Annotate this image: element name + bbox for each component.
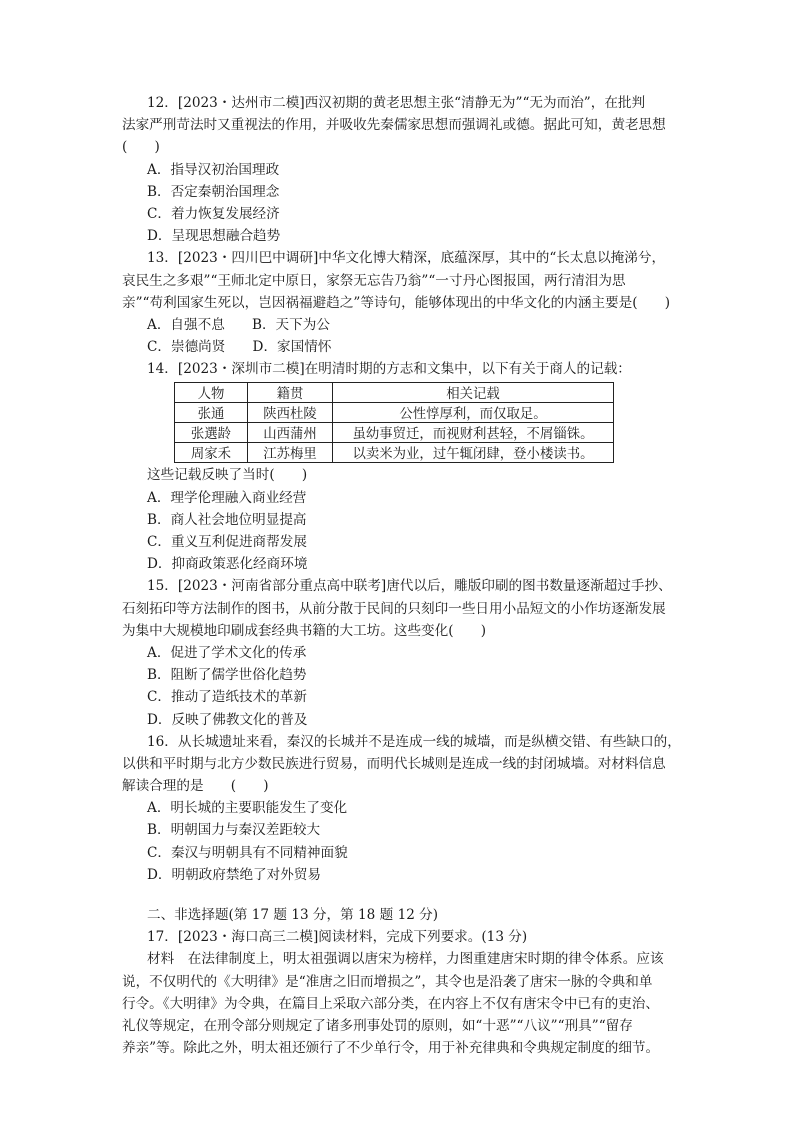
option-a: A．促进了学术文化的传承 (147, 644, 307, 661)
material-text: 行令。《大明律》为令典，在篇目上采取六部分类，在内容上不仅有唐宋令中已有的吏治、 (122, 995, 659, 1012)
answer-blank: ( ) (122, 139, 160, 156)
table-header: 籍贯 (248, 383, 333, 403)
option-cd: C．崇德尚贤 D．家国情怀 (147, 339, 332, 356)
table-cell: 张通 (175, 403, 248, 423)
question-stem: 12．[2023・达州市二模]西汉初期的黄老思想主张“清静无为”“无为而治”，在批判 (147, 95, 646, 111)
exam-page (122, 92, 682, 1059)
option-c: C．推动了造纸技术的革新 (147, 689, 307, 706)
question-stem: 解读合理的是 ( ) (122, 778, 269, 795)
option-b: B．商人社会地位明显提高 (147, 511, 307, 528)
option-d: D．呈现思想融合趋势 (147, 228, 281, 245)
option-a: A．理学伦理融入商业经营 (147, 489, 307, 506)
option-ab: A．自强不息 B．天下为公 (147, 316, 330, 333)
question-stem: 亲”“苟利国家生死以，岂因祸福避趋之”等诗句，能够体现出的中华文化的内涵主要是( ) (122, 294, 671, 311)
option-d: D．抑商政策恶化经商环境 (147, 556, 308, 573)
option-b: B．否定秦朝治国理念 (147, 183, 280, 200)
question-14 (122, 358, 682, 575)
question-12 (122, 92, 682, 247)
option-c: C．着力恢复发展经济 (147, 205, 280, 222)
table-cell: 虽幼事贸迁，而视财利甚轻，不屑锱铢。 (333, 423, 614, 443)
option-d: D．明朝政府禁绝了对外贸易 (147, 866, 322, 883)
question-16 (122, 731, 682, 886)
question-stem: 石刻拓印等方法制作的图书，从前分散于民间的只刻印一些日用小品短文的小作坊逐渐发展 (122, 600, 666, 617)
table-header: 人物 (175, 383, 248, 403)
table-cell: 江苏梅里 (248, 443, 333, 463)
material-text: 礼仪等规定，在刑令部分则规定了诸多刑事处罚的原则，如“十恶”“八议”“刑具”“留存 (122, 1017, 633, 1034)
option-d: D．反映了佛教文化的普及 (147, 711, 308, 728)
table-header: 相关记载 (333, 383, 614, 403)
merchant-records-table (174, 382, 614, 463)
option-a: A．明长城的主要职能发生了变化 (147, 800, 348, 817)
table-cell: 张選龄 (175, 423, 248, 443)
question-stem: 法家严刑苛法时又重视法的作用，并吸收先秦儒家思想而强调礼或德。据此可知，黄老思想 (122, 117, 666, 134)
spacer (122, 886, 682, 904)
question-stem: 17．[2023・海口高三二模]阅读材料，完成下列要求。(13 分) (147, 929, 528, 946)
question-17 (122, 926, 682, 1059)
option-c: C．秦汉与明朝具有不同精神面貌 (147, 844, 348, 861)
question-stem: 哀民生之多艰”“王师北定中原日，家祭无忘告乃翁”“一寸丹心图报国，两行清泪为思 (122, 272, 626, 289)
question-stem: 13．[2023・四川巴中调研]中华文化博大精深，底蕴深厚，其中的“长太息以掩涕兮， (147, 250, 666, 267)
question-stem: 以供和平时期与北方少数民族进行贸易，而明代长城则是连成一线的封闭城墙。对材料信息 (122, 755, 666, 772)
table-row (175, 443, 614, 463)
table-cell: 公性惇厚利，而仅取足。 (333, 403, 614, 423)
table-header-row (175, 383, 614, 403)
table-cell: 以卖米为业，过午辄闭肆，登小楼读书。 (333, 443, 614, 463)
table-cell: 周家禾 (175, 443, 248, 463)
question-stem: 14．[2023・深圳市二模]在明清时期的方志和文集中，以下有关于商人的记载： (147, 361, 631, 378)
question-stem: 为集中大规模地印刷成套经典书籍的大工坊。这些变化( ) (122, 622, 487, 639)
option-c: C．重义互利促进商帮发展 (147, 534, 307, 550)
table-cell: 陕西杜陵 (248, 403, 333, 423)
material-text: 养亲”等。除此之外，明太祖还颁行了不少单行令，用于补充律典和令典规定制度的细节。 (122, 1040, 660, 1057)
question-15 (122, 575, 682, 730)
question-stem: 15．[2023・河南省部分重点高中联考]唐代以后，雕版印刷的图书数量逐渐超过手抄、 (147, 578, 672, 595)
table-cell: 山西蒲州 (248, 423, 333, 443)
material-text: 材料 在法律制度上，明太祖强调以唐宋为榜样，力图重建唐宋时期的律令体系。应该 (147, 951, 664, 968)
table-row (175, 423, 614, 443)
question-stem: 16．从长城遗址来看，秦汉的长城并不是连成一线的城墙，而是纵横交错、有些缺口的， (147, 733, 681, 750)
question-stem: 这些记载反映了当时( ) (147, 467, 308, 484)
table-row (175, 403, 614, 423)
material-text: 说，不仅明代的《大明律》是“准唐之旧而增损之”，其令也是沿袭了唐宋一脉的令典和单 (122, 973, 653, 990)
option-b: B．阻断了儒学世俗化趋势 (147, 667, 307, 684)
option-b: B．明朝国力与秦汉差距较大 (147, 822, 321, 839)
question-13 (122, 247, 682, 358)
option-a: A．指导汉初治国理政 (147, 161, 280, 178)
section-title: 二、非选择题(第 17 题 13 分，第 18 题 12 分) (147, 907, 439, 923)
